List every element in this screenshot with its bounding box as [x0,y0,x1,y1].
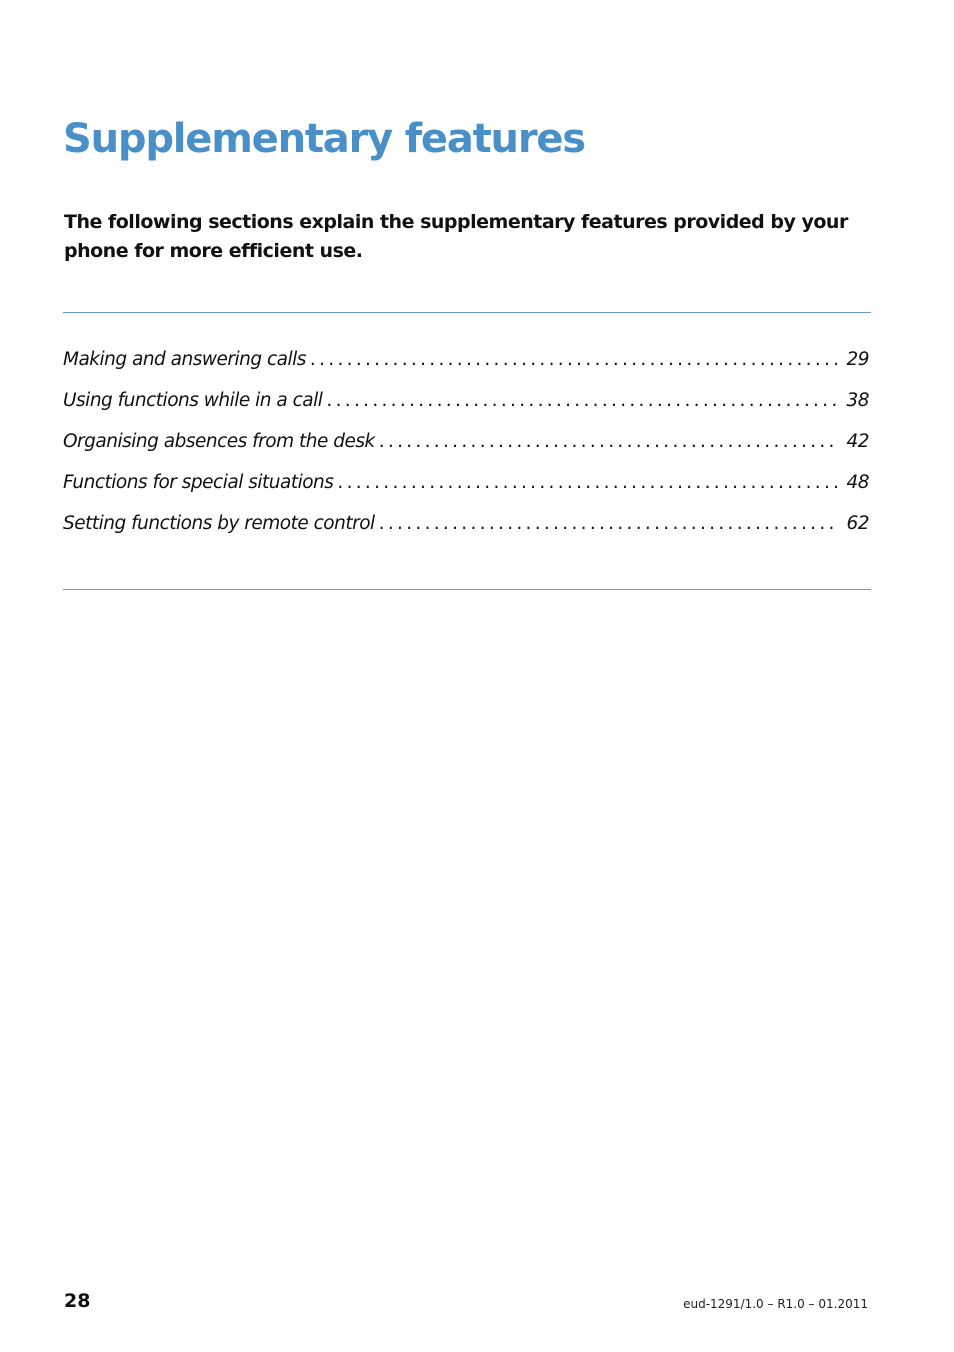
toc-leader-dots [337,472,837,493]
document-reference: eud-1291/1.0 – R1.0 – 01.2011 [683,1297,868,1311]
toc-entry-label: Setting functions by remote control [63,513,375,534]
toc-entry-label: Organising absences from the desk [63,431,375,452]
toc-entry-special-situations[interactable] [63,472,869,513]
toc-entry-making-answering-calls[interactable] [63,349,869,390]
toc-leader-dots [379,431,837,452]
toc-entry-label: Functions for special situations [63,472,334,493]
toc-entry-page: 62 [846,513,869,534]
toc-entry-page: 48 [846,472,869,493]
toc-leader-dots [379,513,837,534]
toc-entry-page: 38 [846,390,869,411]
toc-entry-label: Using functions while in a call [63,390,323,411]
toc-leader-dots [310,349,837,370]
toc-entry-label: Making and answering calls [63,349,306,370]
toc-entry-remote-control[interactable] [63,513,869,554]
bottom-divider [63,589,871,590]
table-of-contents [63,349,869,554]
toc-leader-dots [326,390,837,411]
toc-entry-functions-in-call[interactable] [63,390,869,431]
toc-entry-absences[interactable] [63,431,869,472]
page-number: 28 [64,1290,91,1312]
intro-paragraph: The following sections explain the supplementary features provided by your phone for more efficient use. [64,211,848,262]
page-title: Supplementary features [63,116,585,162]
toc-entry-page: 29 [846,349,869,370]
top-divider [63,312,871,313]
toc-entry-page: 42 [846,431,869,452]
